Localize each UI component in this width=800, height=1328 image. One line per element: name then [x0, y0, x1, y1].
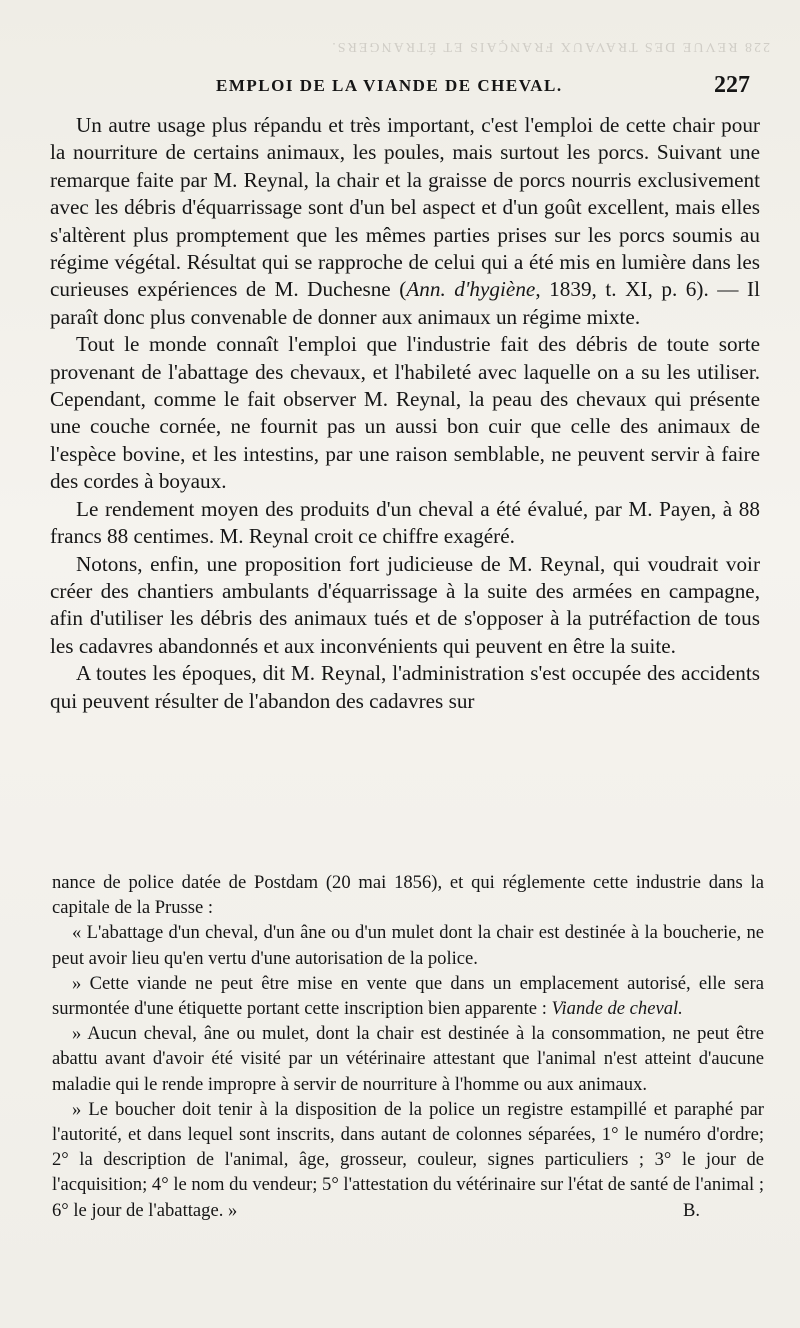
ordinance-item	[52, 1097, 764, 1223]
paragraph-text: Un autre usage plus répandu et très important, c'est l'emploi de cette chair pour la nourriture de certains animaux, les poules, mais surtout les porcs. Suivant une remarque faite par M. Reynal, la chair et la graisse de porcs nourris exclusivement avec les débris d'équarrissage sont d'un bel aspect et d'un goût excellent, mais elles s'altèrent plus promptement que les mêmes parties prises sur les porcs soumis au régime végétal. Résultat qui se rapproche de celui qui a été mis en lumière dans les curieuses expériences de M. Duchesne (	[50, 113, 760, 302]
paragraph: A toutes les époques, dit M. Reynal, l'administration s'est occupée des accidents qui peuvent résulter de l'abandon des cadavres sur	[50, 661, 760, 713]
ordinance-item	[52, 971, 764, 1021]
bleed-through-text: 228 REVUE DES TRAVAUX FRANÇAIS ET ÉTRANGERS.	[330, 39, 770, 54]
ordinance-item: » Aucun cheval, âne ou mulet, dont la chair est destinée à la consommation, ne peut être abattu avant d'avoir été visité par un vétérinaire attestant que l'animal n'est atteint d'aucune maladie qui le rende impropre à servir de nourriture à l'homme ou aux animaux.	[52, 1023, 764, 1095]
ordinance-item: « L'abattage d'un cheval, d'un âne ou d'un mulet dont la chair est destinée à la boucherie, ne peut avoir lieu qu'en vertu d'une autorisation de la police.	[52, 922, 764, 969]
main-text	[50, 112, 760, 715]
page-header	[48, 72, 758, 104]
label-inscription: Viande de cheval.	[551, 998, 683, 1020]
ordinance-item-text: » Le boucher doit tenir à la disposition de la police un registre estampillé et paraphé par l'autorité, et dans lequel sont inscrits, dans autant de colonnes séparées, 1° le numéro d'ordre; 2° la description de l'animal, âge, grosseur, couleur, signes particuliers ; 3° le jour de l'acquisition; 4° le nom du vendeur; 5° l'attestation du vétérinaire sur l'état de santé de l'animal ; 6° le jour de l'abattage. »	[52, 1098, 764, 1221]
ordinance-item-text: » Cette viande ne peut être mise en vente que dans un emplacement autorisé, elle sera surmontée d'une étiquette portant cette inscription bien apparente :	[52, 972, 764, 1020]
paragraph	[50, 112, 760, 331]
author-signature: B.	[682, 1199, 700, 1221]
paragraph: Le rendement moyen des produits d'un cheval a été évalué, par M. Payen, à 88 francs 88 centimes. M. Reynal croit ce chiffre exagéré.	[50, 496, 760, 549]
ordinance-quote	[52, 870, 764, 1223]
paragraph: Notons, enfin, une proposition fort judicieuse de M. Reynal, qui voudrait voir créer des chantiers ambulants d'équarrissage à la suite des armées en campagne, afin d'utiliser les débris des animaux tués et de s'opposer à la putréfaction de tous les cadavres abandonnés et aux inconvénients qui peuvent en être la suite.	[50, 551, 760, 658]
page-number: 227	[714, 72, 750, 98]
ordinance-intro: nance de police datée de Postdam (20 mai 1856), et qui réglemente cette industrie dans la capitale de la Prusse :	[52, 872, 764, 919]
journal-citation: Ann. d'hygiène	[406, 277, 536, 302]
running-title: EMPLOI DE LA VIANDE DE CHEVAL.	[216, 76, 563, 95]
paragraph: Tout le monde connaît l'emploi que l'industrie fait des débris de toute sorte provenant de l'abattage des chevaux, et l'habileté avec laquelle on a su les utiliser. Cependant, comme le fait observer M. Reynal, la peau des chevaux qui présente une couche cornée, ne fournit pas un aussi bon cuir que celle des animaux de l'espèce bovine, et les intestins, par une raison semblable, ne peuvent servir à faire des cordes à boyaux.	[50, 332, 760, 494]
paragraph-text: , 1839, t. XI, p. 6). — Il paraît donc plus convenable de donner aux animaux un régime mixte.	[50, 277, 760, 329]
